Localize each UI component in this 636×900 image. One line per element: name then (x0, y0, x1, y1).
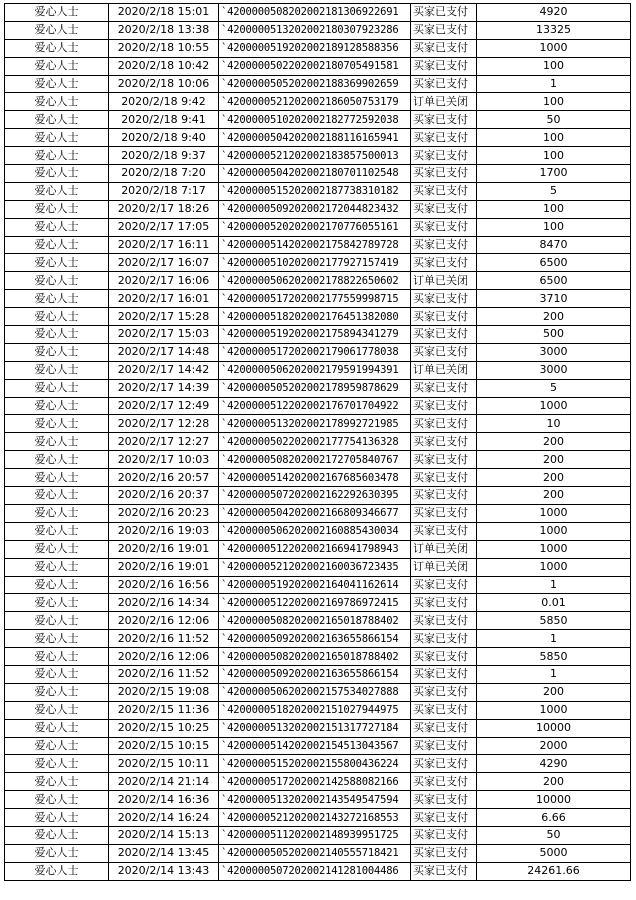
donor-name-cell: 爱心人士 (5, 200, 109, 218)
table-row (5, 809, 631, 827)
amount-cell: 1000 (477, 504, 631, 522)
table-row (5, 4, 631, 22)
order-number-cell: `4200000505202002188369902659 (219, 75, 411, 93)
datetime-cell: 2020/2/16 19:01 (109, 558, 219, 576)
donor-name-cell: 爱心人士 (5, 862, 109, 880)
amount-cell: 1000 (477, 397, 631, 415)
table-row (5, 630, 631, 648)
order-number-cell: `4200000506202002160885430034 (219, 522, 411, 540)
donor-name-cell: 爱心人士 (5, 558, 109, 576)
datetime-cell: 2020/2/17 16:11 (109, 236, 219, 254)
order-number-cell: `4200000506202002178822650602 (219, 272, 411, 290)
datetime-cell: 2020/2/17 12:27 (109, 433, 219, 451)
donor-name-cell: 爱心人士 (5, 75, 109, 93)
order-number-cell: `4200000513202002180307923286 (219, 21, 411, 39)
amount-cell: 200 (477, 683, 631, 701)
order-number-cell: `4200000506202002179591994391 (219, 361, 411, 379)
donor-name-cell: 爱心人士 (5, 308, 109, 326)
amount-cell: 500 (477, 326, 631, 344)
payment-status-cell: 买家已支付 (411, 326, 477, 344)
table-row (5, 755, 631, 773)
amount-cell: 10000 (477, 791, 631, 809)
table-row (5, 111, 631, 129)
payment-status-cell: 买家已支付 (411, 200, 477, 218)
donor-name-cell: 爱心人士 (5, 773, 109, 791)
order-number-cell: `4200000504202002180701102548 (219, 165, 411, 183)
amount-cell: 200 (477, 433, 631, 451)
donor-name-cell: 爱心人士 (5, 487, 109, 505)
amount-cell: 1 (477, 576, 631, 594)
order-number-cell: `4200000510202002182772592038 (219, 111, 411, 129)
table-row (5, 540, 631, 558)
datetime-cell: 2020/2/16 12:06 (109, 612, 219, 630)
table-row (5, 612, 631, 630)
payment-status-cell: 买家已支付 (411, 290, 477, 308)
order-number-cell: `4200000504202002166809346677 (219, 504, 411, 522)
table-row (5, 147, 631, 165)
amount-cell: 1000 (477, 701, 631, 719)
datetime-cell: 2020/2/17 16:06 (109, 272, 219, 290)
datetime-cell: 2020/2/14 16:24 (109, 809, 219, 827)
order-number-cell: `4200000513202002151317727184 (219, 719, 411, 737)
payment-status-cell: 买家已支付 (411, 755, 477, 773)
amount-cell: 200 (477, 773, 631, 791)
table-row (5, 254, 631, 272)
payment-status-cell: 订单已关闭 (411, 558, 477, 576)
order-number-cell: `4200000521202002186050753179 (219, 93, 411, 111)
amount-cell: 1 (477, 630, 631, 648)
datetime-cell: 2020/2/16 20:57 (109, 469, 219, 487)
donor-name-cell: 爱心人士 (5, 701, 109, 719)
amount-cell: 200 (477, 469, 631, 487)
datetime-cell: 2020/2/15 10:11 (109, 755, 219, 773)
donor-name-cell: 爱心人士 (5, 683, 109, 701)
table-row (5, 93, 631, 111)
table-row (5, 451, 631, 469)
amount-cell: 2000 (477, 737, 631, 755)
amount-cell: 4920 (477, 4, 631, 22)
table-row (5, 487, 631, 505)
order-number-cell: `4200000515202002187738310182 (219, 182, 411, 200)
order-number-cell: `4200000512202002176701704922 (219, 397, 411, 415)
payment-status-cell: 买家已支付 (411, 111, 477, 129)
table-row (5, 522, 631, 540)
amount-cell: 3000 (477, 343, 631, 361)
table-row (5, 737, 631, 755)
table-row (5, 21, 631, 39)
donor-name-cell: 爱心人士 (5, 433, 109, 451)
donor-name-cell: 爱心人士 (5, 630, 109, 648)
payment-status-cell: 买家已支付 (411, 719, 477, 737)
datetime-cell: 2020/2/18 7:17 (109, 182, 219, 200)
donor-name-cell: 爱心人士 (5, 576, 109, 594)
payment-status-cell: 买家已支付 (411, 57, 477, 75)
payment-status-cell: 买家已支付 (411, 701, 477, 719)
table-row (5, 57, 631, 75)
table-row (5, 701, 631, 719)
table-row (5, 791, 631, 809)
order-number-cell: `4200000507202002162292630395 (219, 487, 411, 505)
payment-status-cell: 买家已支付 (411, 737, 477, 755)
table-row (5, 290, 631, 308)
amount-cell: 100 (477, 57, 631, 75)
amount-cell: 6.66 (477, 809, 631, 827)
donor-name-cell: 爱心人士 (5, 719, 109, 737)
payment-status-cell: 买家已支付 (411, 343, 477, 361)
payment-status-cell: 买家已支付 (411, 415, 477, 433)
table-row (5, 773, 631, 791)
order-number-cell: `4200000509202002172044823432 (219, 200, 411, 218)
order-number-cell: `4200000519202002175894341279 (219, 326, 411, 344)
datetime-cell: 2020/2/18 9:40 (109, 129, 219, 147)
order-number-cell: `4200000512202002166941798943 (219, 540, 411, 558)
amount-cell: 1 (477, 75, 631, 93)
donor-name-cell: 爱心人士 (5, 397, 109, 415)
table-row (5, 558, 631, 576)
order-number-cell: `4200000513202002143549547594 (219, 791, 411, 809)
payment-status-cell: 买家已支付 (411, 147, 477, 165)
donor-name-cell: 爱心人士 (5, 218, 109, 236)
amount-cell: 24261.66 (477, 862, 631, 880)
donor-name-cell: 爱心人士 (5, 165, 109, 183)
payment-status-cell: 买家已支付 (411, 630, 477, 648)
order-number-cell: `4200000521202002160036723435 (219, 558, 411, 576)
amount-cell: 5850 (477, 612, 631, 630)
donor-name-cell: 爱心人士 (5, 594, 109, 612)
table-row (5, 844, 631, 862)
datetime-cell: 2020/2/16 16:56 (109, 576, 219, 594)
table-row (5, 397, 631, 415)
table-row (5, 683, 631, 701)
donor-name-cell: 爱心人士 (5, 522, 109, 540)
datetime-cell: 2020/2/14 21:14 (109, 773, 219, 791)
amount-cell: 6500 (477, 272, 631, 290)
payment-status-cell: 买家已支付 (411, 791, 477, 809)
amount-cell: 5 (477, 379, 631, 397)
order-number-cell: `4200000519202002189128588356 (219, 39, 411, 57)
payment-status-cell: 买家已支付 (411, 75, 477, 93)
order-number-cell: `4200000517202002142588082166 (219, 773, 411, 791)
datetime-cell: 2020/2/18 7:20 (109, 165, 219, 183)
amount-cell: 200 (477, 308, 631, 326)
order-number-cell: `4200000509202002163655866154 (219, 665, 411, 683)
payment-status-cell: 买家已支付 (411, 665, 477, 683)
donation-table (4, 3, 631, 881)
table-row (5, 576, 631, 594)
table-row (5, 165, 631, 183)
order-number-cell: `4200000514202002175842789728 (219, 236, 411, 254)
order-number-cell: `4200000510202002177927157419 (219, 254, 411, 272)
table-row (5, 415, 631, 433)
datetime-cell: 2020/2/17 14:39 (109, 379, 219, 397)
payment-status-cell: 买家已支付 (411, 612, 477, 630)
table-row (5, 469, 631, 487)
donation-table-body (5, 4, 631, 881)
payment-status-cell: 买家已支付 (411, 469, 477, 487)
payment-status-cell: 买家已支付 (411, 648, 477, 666)
amount-cell: 200 (477, 487, 631, 505)
order-number-cell: `4200000518202002176451382080 (219, 308, 411, 326)
datetime-cell: 2020/2/14 13:45 (109, 844, 219, 862)
order-number-cell: `4200000508202002165018788402 (219, 648, 411, 666)
donor-name-cell: 爱心人士 (5, 57, 109, 75)
datetime-cell: 2020/2/18 10:55 (109, 39, 219, 57)
amount-cell: 13325 (477, 21, 631, 39)
donor-name-cell: 爱心人士 (5, 343, 109, 361)
order-number-cell: `4200000507202002141281004486 (219, 862, 411, 880)
donor-name-cell: 爱心人士 (5, 147, 109, 165)
datetime-cell: 2020/2/15 10:25 (109, 719, 219, 737)
order-number-cell: `4200000508202002172705840767 (219, 451, 411, 469)
order-number-cell: `4200000520202002170776055161 (219, 218, 411, 236)
order-number-cell: `4200000521202002183857500013 (219, 147, 411, 165)
datetime-cell: 2020/2/18 9:37 (109, 147, 219, 165)
datetime-cell: 2020/2/18 13:38 (109, 21, 219, 39)
table-row (5, 862, 631, 880)
order-number-cell: `4200000515202002155800436224 (219, 755, 411, 773)
donor-name-cell: 爱心人士 (5, 844, 109, 862)
donor-name-cell: 爱心人士 (5, 665, 109, 683)
payment-status-cell: 订单已关闭 (411, 361, 477, 379)
payment-status-cell: 买家已支付 (411, 487, 477, 505)
amount-cell: 100 (477, 129, 631, 147)
order-number-cell: `4200000502202002177754136328 (219, 433, 411, 451)
datetime-cell: 2020/2/15 11:36 (109, 701, 219, 719)
payment-status-cell: 买家已支付 (411, 809, 477, 827)
amount-cell: 1000 (477, 558, 631, 576)
datetime-cell: 2020/2/15 19:08 (109, 683, 219, 701)
table-row (5, 379, 631, 397)
donor-name-cell: 爱心人士 (5, 93, 109, 111)
order-number-cell: `4200000517202002179061778038 (219, 343, 411, 361)
order-number-cell: `4200000505202002140555718421 (219, 844, 411, 862)
donor-name-cell: 爱心人士 (5, 379, 109, 397)
donor-name-cell: 爱心人士 (5, 612, 109, 630)
order-number-cell: `4200000514202002167685603478 (219, 469, 411, 487)
datetime-cell: 2020/2/16 11:52 (109, 665, 219, 683)
donor-name-cell: 爱心人士 (5, 4, 109, 22)
donor-name-cell: 爱心人士 (5, 451, 109, 469)
amount-cell: 4290 (477, 755, 631, 773)
payment-status-cell: 买家已支付 (411, 218, 477, 236)
donor-name-cell: 爱心人士 (5, 791, 109, 809)
donor-name-cell: 爱心人士 (5, 826, 109, 844)
donor-name-cell: 爱心人士 (5, 236, 109, 254)
donor-name-cell: 爱心人士 (5, 111, 109, 129)
donor-name-cell: 爱心人士 (5, 21, 109, 39)
amount-cell: 8470 (477, 236, 631, 254)
amount-cell: 50 (477, 111, 631, 129)
datetime-cell: 2020/2/16 19:01 (109, 540, 219, 558)
payment-status-cell: 买家已支付 (411, 451, 477, 469)
table-row (5, 272, 631, 290)
amount-cell: 100 (477, 200, 631, 218)
order-number-cell: `4200000521202002143272168553 (219, 809, 411, 827)
table-row (5, 182, 631, 200)
payment-status-cell: 买家已支付 (411, 683, 477, 701)
order-number-cell: `4200000511202002148939951725 (219, 826, 411, 844)
datetime-cell: 2020/2/16 19:03 (109, 522, 219, 540)
datetime-cell: 2020/2/17 14:42 (109, 361, 219, 379)
amount-cell: 1000 (477, 39, 631, 57)
datetime-cell: 2020/2/14 16:36 (109, 791, 219, 809)
table-row (5, 218, 631, 236)
payment-status-cell: 买家已支付 (411, 39, 477, 57)
order-number-cell: `4200000513202002178992721985 (219, 415, 411, 433)
payment-status-cell: 买家已支付 (411, 182, 477, 200)
datetime-cell: 2020/2/16 11:52 (109, 630, 219, 648)
table-row (5, 343, 631, 361)
amount-cell: 0.01 (477, 594, 631, 612)
datetime-cell: 2020/2/14 13:43 (109, 862, 219, 880)
datetime-cell: 2020/2/17 10:03 (109, 451, 219, 469)
datetime-cell: 2020/2/16 12:06 (109, 648, 219, 666)
order-number-cell: `4200000504202002188116165941 (219, 129, 411, 147)
datetime-cell: 2020/2/17 16:01 (109, 290, 219, 308)
table-row (5, 648, 631, 666)
payment-status-cell: 买家已支付 (411, 522, 477, 540)
amount-cell: 10 (477, 415, 631, 433)
amount-cell: 5000 (477, 844, 631, 862)
amount-cell: 200 (477, 451, 631, 469)
donor-name-cell: 爱心人士 (5, 361, 109, 379)
payment-status-cell: 买家已支付 (411, 165, 477, 183)
donor-name-cell: 爱心人士 (5, 326, 109, 344)
payment-status-cell: 订单已关闭 (411, 93, 477, 111)
amount-cell: 1700 (477, 165, 631, 183)
payment-status-cell: 买家已支付 (411, 826, 477, 844)
amount-cell: 3710 (477, 290, 631, 308)
donor-name-cell: 爱心人士 (5, 415, 109, 433)
datetime-cell: 2020/2/16 20:37 (109, 487, 219, 505)
donor-name-cell: 爱心人士 (5, 39, 109, 57)
datetime-cell: 2020/2/17 12:49 (109, 397, 219, 415)
table-row (5, 75, 631, 93)
table-row (5, 200, 631, 218)
table-row (5, 129, 631, 147)
table-row (5, 665, 631, 683)
amount-cell: 10000 (477, 719, 631, 737)
payment-status-cell: 买家已支付 (411, 504, 477, 522)
datetime-cell: 2020/2/17 15:03 (109, 326, 219, 344)
datetime-cell: 2020/2/16 14:34 (109, 594, 219, 612)
donor-name-cell: 爱心人士 (5, 254, 109, 272)
payment-status-cell: 买家已支付 (411, 433, 477, 451)
payment-status-cell: 买家已支付 (411, 379, 477, 397)
datetime-cell: 2020/2/17 18:26 (109, 200, 219, 218)
datetime-cell: 2020/2/18 9:42 (109, 93, 219, 111)
datetime-cell: 2020/2/17 15:28 (109, 308, 219, 326)
table-row (5, 433, 631, 451)
order-number-cell: `4200000509202002163655866154 (219, 630, 411, 648)
payment-status-cell: 买家已支付 (411, 862, 477, 880)
table-row (5, 361, 631, 379)
payment-status-cell: 买家已支付 (411, 129, 477, 147)
amount-cell: 1000 (477, 522, 631, 540)
donor-name-cell: 爱心人士 (5, 540, 109, 558)
amount-cell: 1 (477, 665, 631, 683)
payment-status-cell: 买家已支付 (411, 773, 477, 791)
datetime-cell: 2020/2/15 10:15 (109, 737, 219, 755)
amount-cell: 50 (477, 826, 631, 844)
table-row (5, 236, 631, 254)
amount-cell: 100 (477, 147, 631, 165)
order-number-cell: `4200000519202002164041162614 (219, 576, 411, 594)
payment-status-cell: 买家已支付 (411, 576, 477, 594)
payment-status-cell: 订单已关闭 (411, 540, 477, 558)
order-number-cell: `4200000505202002178959878629 (219, 379, 411, 397)
amount-cell: 100 (477, 93, 631, 111)
amount-cell: 3000 (477, 361, 631, 379)
donor-name-cell: 爱心人士 (5, 648, 109, 666)
datetime-cell: 2020/2/18 10:42 (109, 57, 219, 75)
amount-cell: 5 (477, 182, 631, 200)
payment-status-cell: 买家已支付 (411, 21, 477, 39)
donor-name-cell: 爱心人士 (5, 272, 109, 290)
table-row (5, 326, 631, 344)
donor-name-cell: 爱心人士 (5, 182, 109, 200)
donor-name-cell: 爱心人士 (5, 504, 109, 522)
payment-status-cell: 买家已支付 (411, 254, 477, 272)
table-row (5, 594, 631, 612)
datetime-cell: 2020/2/17 12:28 (109, 415, 219, 433)
payment-status-cell: 买家已支付 (411, 236, 477, 254)
datetime-cell: 2020/2/18 9:41 (109, 111, 219, 129)
payment-status-cell: 买家已支付 (411, 594, 477, 612)
donor-name-cell: 爱心人士 (5, 737, 109, 755)
amount-cell: 100 (477, 218, 631, 236)
payment-status-cell: 买家已支付 (411, 4, 477, 22)
donor-name-cell: 爱心人士 (5, 129, 109, 147)
order-number-cell: `4200000514202002154513043567 (219, 737, 411, 755)
order-number-cell: `4200000502202002180705491581 (219, 57, 411, 75)
order-number-cell: `4200000512202002169786972415 (219, 594, 411, 612)
payment-status-cell: 订单已关闭 (411, 272, 477, 290)
table-row (5, 504, 631, 522)
datetime-cell: 2020/2/18 15:01 (109, 4, 219, 22)
order-number-cell: `4200000517202002177559998715 (219, 290, 411, 308)
datetime-cell: 2020/2/14 15:13 (109, 826, 219, 844)
datetime-cell: 2020/2/18 10:06 (109, 75, 219, 93)
table-row (5, 39, 631, 57)
donor-name-cell: 爱心人士 (5, 755, 109, 773)
donor-name-cell: 爱心人士 (5, 290, 109, 308)
amount-cell: 1000 (477, 540, 631, 558)
datetime-cell: 2020/2/17 14:48 (109, 343, 219, 361)
table-row (5, 308, 631, 326)
donor-name-cell: 爱心人士 (5, 809, 109, 827)
order-number-cell: `4200000506202002157534027888 (219, 683, 411, 701)
order-number-cell: `4200000508202002165018788402 (219, 612, 411, 630)
amount-cell: 6500 (477, 254, 631, 272)
donor-name-cell: 爱心人士 (5, 469, 109, 487)
table-row (5, 826, 631, 844)
table-row (5, 719, 631, 737)
order-number-cell: `4200000518202002151027944975 (219, 701, 411, 719)
payment-status-cell: 买家已支付 (411, 308, 477, 326)
datetime-cell: 2020/2/16 20:23 (109, 504, 219, 522)
datetime-cell: 2020/2/17 17:05 (109, 218, 219, 236)
order-number-cell: `420000050820200218130692269​1 (219, 4, 411, 22)
datetime-cell: 2020/2/17 16:07 (109, 254, 219, 272)
amount-cell: 5850 (477, 648, 631, 666)
payment-status-cell: 买家已支付 (411, 844, 477, 862)
payment-status-cell: 买家已支付 (411, 397, 477, 415)
